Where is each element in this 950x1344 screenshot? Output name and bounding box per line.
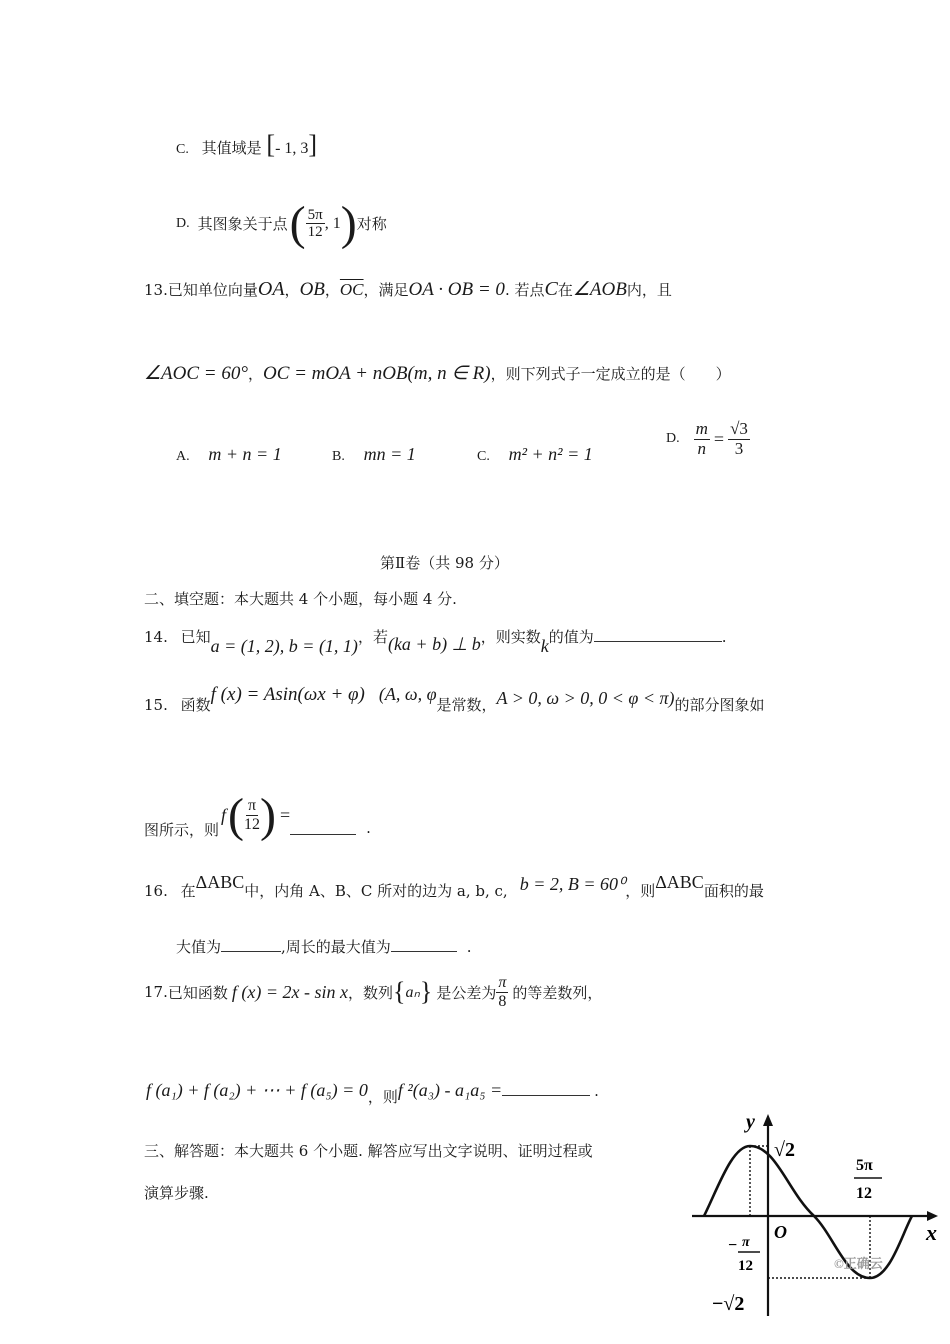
q13-option-c [477,444,593,465]
option-label: C. [176,142,189,157]
q13-line2 [144,362,731,385]
question-text: 大值为 [176,938,222,956]
sequence-an: aₙ [405,984,420,1002]
fraction-numerator: m [695,419,708,438]
question-text: 内，且 [626,281,672,299]
q13-option-a [176,444,282,465]
question-number: 13. [144,281,168,299]
oc-decomposition: OC = mOA + nOB(m, n ∈ R) [262,363,491,384]
q12-option-c [176,130,317,160]
question-text: 已知函数 [167,983,228,1002]
y-axis-label: y [746,1111,755,1133]
right-paren: ) [340,197,357,250]
given-conditions: b = 2, B = 60⁰ [519,874,626,894]
question-text: 的部分图象如 [674,696,765,714]
function-f: f [221,805,227,825]
common-difference-fraction [496,974,508,1010]
question-text: 图所示，则 [144,821,220,839]
question-number: 16. [144,882,168,900]
separator: ， [284,281,300,299]
equals-sign: = [280,805,291,825]
sine-graph-figure [684,1106,944,1320]
separator: ， [247,365,263,383]
option-label: A. [176,449,190,464]
target-expression: f ²(a₃) - a₁a₅ = [397,1080,503,1100]
area-answer-blank[interactable] [221,937,281,952]
right-paren: ) [260,789,276,842]
range-math: - 1, 3 [275,140,309,157]
vector-oc: $\overline{OC}$ [339,280,364,299]
option-label: B. [332,449,345,464]
question-text: 在 [180,882,196,900]
x-axis-label: x [926,1220,937,1245]
option-label: C. [477,449,490,464]
option-text: 其值域是 [201,139,262,157]
question-text: 的等差数列， [512,983,603,1002]
left-paren: ( [289,197,306,250]
point-c: C [544,278,558,300]
question-text: ，则实数 [480,628,541,646]
right-tick-numerator: 5π [856,1157,873,1174]
answer-blank[interactable] [290,820,356,835]
question-text: 已知 [180,628,211,646]
sum-condition: f (a₁) + f (a₂) + ⋯ + f (a₅) = 0 [146,1080,368,1100]
vector-ob: OB [299,279,325,300]
right-bracket: ] [308,130,318,159]
dot-product-condition: OA · OB = 0 [408,279,505,300]
point-fraction [306,207,325,241]
fraction-m-over-n [694,420,710,458]
question-text: 函数 [180,696,211,714]
period: . [721,628,727,646]
answer-section-heading-line2: 演算步骤. [144,1184,209,1202]
question-number: 17. [144,983,168,1002]
left-tick-numerator: π [742,1235,750,1250]
option-math: m + n = 1 [208,444,282,464]
question-text: 是常数， [436,696,497,714]
q14 [144,626,727,656]
perimeter-answer-blank[interactable] [391,937,457,952]
period: . [594,1082,599,1100]
max-value-label: √2 [774,1139,795,1161]
question-text: 面积的最 [703,882,764,900]
perpendicular-condition: (ka + b) ⊥ b [387,634,481,654]
q16-line1 [144,872,764,901]
angle-aob: ∠AOB [572,279,627,300]
q13-option-b [332,444,416,465]
separator: ， [324,281,340,299]
angle-aoc-condition: ∠AOC = 60° [144,363,248,384]
argument-fraction [244,797,260,833]
vectors-ab: a = (1, 2), b = (1, 1) [210,636,358,656]
fraction-denominator: 12 [307,224,323,240]
question-text: ，数列 [347,983,393,1002]
right-bar: } [419,977,433,1007]
fraction-denominator: n [697,438,707,458]
option-math: mn = 1 [363,444,416,464]
parameter-conditions: A > 0, ω > 0, 0 < φ < π) [496,688,675,708]
q13-line1 [144,278,672,301]
point-tail: , 1 [324,214,341,232]
origin-label: O [774,1222,787,1242]
question-text: ,周长的最大值为 [281,938,391,956]
question-text: ，则 [367,1088,398,1106]
question-number: 14. [144,628,168,646]
fraction-numerator: π [498,974,507,991]
question-text: ，满足 [363,281,409,299]
question-number: 15. [144,696,168,714]
right-tick-denominator: 12 [856,1185,872,1202]
answer-blank[interactable] [502,1081,590,1096]
q15-line1 [144,684,765,716]
q15-line2 [144,788,371,843]
question-text: . 若点 [504,281,545,299]
q17-line1 [144,974,602,1010]
q17-line2 [146,1080,599,1106]
question-text: 中，内角 A、B、C 所对的边为 a, b, c, [244,882,508,900]
fraction-denominator: 3 [734,438,744,458]
option-label: D. [666,431,680,447]
question-text: 在 [557,281,573,299]
triangle-abc: ΔABC [195,872,245,892]
fraction-numerator: π [247,797,257,815]
option-math: m² + n² = 1 [508,444,593,464]
left-tick-sign: − [728,1237,738,1254]
period: . [466,938,472,956]
question-text: ，若 [357,628,388,646]
fraction-root3-over-3 [728,420,750,458]
triangle-abc: ΔABC [655,872,704,892]
option-text-end: 对称 [356,215,387,233]
fraction-denominator: 12 [244,816,261,833]
y-axis-arrow [763,1114,773,1126]
fraction-numerator: 5π [307,206,323,223]
part2-title: 第Ⅱ卷（共 98 分） [380,554,509,572]
fraction-numerator: √3 [730,419,748,438]
fill-in-section-heading: 二、填空题：本大题共 4 个小题，每小题 4 分. [144,590,457,608]
left-tick-denominator: 12 [738,1258,753,1274]
equals-sign: = [713,428,725,449]
parameters: (A, ω, φ [378,684,437,704]
question-text: 已知单位向量 [167,281,258,299]
left-bracket: [ [266,130,276,159]
fraction-denominator: 8 [498,992,507,1010]
left-bar: { [393,977,406,1007]
question-text: ，则 [625,882,656,900]
variable-k: k [540,636,549,656]
function-definition: f (x) = Asin(ωx + φ) [210,684,365,705]
left-paren: ( [228,789,245,842]
answer-section-heading-line1: 三、解答题：本大题共 6 个小题. 解答应写出文字说明、证明过程或 [144,1142,593,1160]
min-value-label: −√2 [712,1293,745,1315]
answer-blank[interactable] [594,627,722,642]
q12-option-d [176,196,387,251]
option-label: D. [176,215,190,231]
function-definition: f (x) = 2x - sin x [231,981,348,1002]
vector-oa: OA [257,278,285,300]
question-text: ，则下列式子一定成立的是（ ） [490,365,731,383]
watermark: ©正确云 [834,1256,883,1271]
question-text: 的值为 [548,628,594,646]
period: . [366,818,371,837]
q13-option-d [666,420,750,458]
question-text: 是公差为 [436,983,497,1002]
q16-line2 [176,936,472,957]
option-text: 其图象关于点 [197,215,288,233]
